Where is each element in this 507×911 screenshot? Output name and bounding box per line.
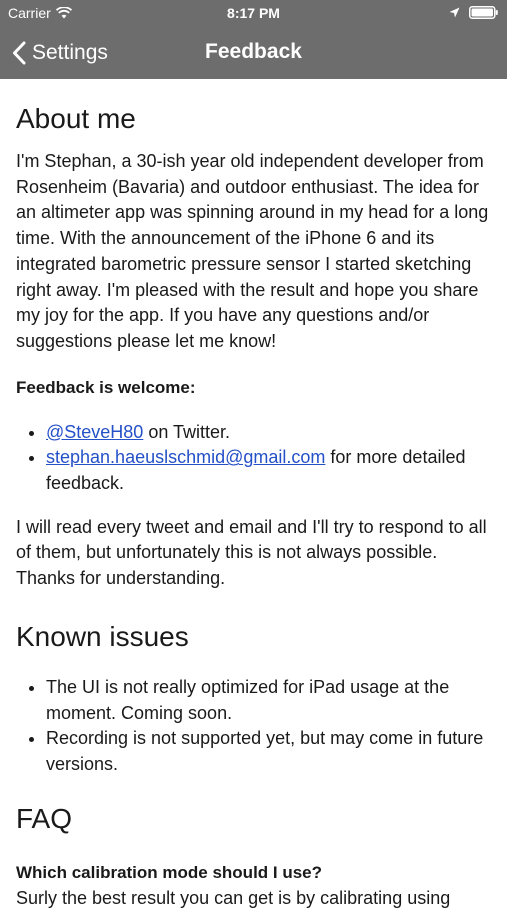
feedback-content	[16, 79, 492, 911]
faq-answer: Surly the best result you can get is by calibrating using	[16, 887, 451, 908]
faq-heading: FAQ	[16, 802, 73, 834]
twitter-link[interactable]: @SteveH80	[46, 421, 144, 442]
location-arrow-icon	[449, 7, 460, 18]
status-bar	[0, 0, 507, 28]
carrier-label: Carrier	[8, 5, 51, 21]
about-paragraph: I'm Stephan, a 30-ish year old independent developer from Rosenheim (Bavaria) and outdoor enthusiast. The idea for an altimeter app was spinning around in my head for a long time. With the announcement of the iPhone 6 and its integrated barometric pressure sensor I started sketching right away. I'm pleased with the result and hope you share my joy for the app. If you have any questions and/or suggestions please let me know!	[16, 151, 489, 351]
feedback-welcome-label: Feedback is welcome:	[16, 377, 196, 397]
known-issues-list	[16, 675, 492, 778]
about-heading: About me	[16, 103, 136, 134]
contact-item-twitter	[46, 420, 492, 446]
contact-list	[16, 420, 492, 497]
status-time: 8:17 PM	[227, 5, 280, 21]
closing-paragraph: I will read every tweet and email and I'll try to respond to all of them, but unfortunately this is not always possible. Thanks for understanding.	[16, 516, 487, 589]
contact-item-email	[46, 445, 492, 496]
issue-item: • Recording is not supported yet, but may come in future versions.	[46, 726, 492, 777]
known-issues-heading: Known issues	[16, 620, 189, 652]
battery-icon	[469, 6, 499, 19]
status-right-group	[449, 6, 499, 19]
email-suffix: for more detailed feedback.	[46, 447, 466, 494]
top-bar	[0, 0, 507, 79]
faq-question: Which calibration mode should I use?	[16, 862, 323, 882]
page-title: Feedback	[205, 40, 302, 63]
issue-item: • The UI is not really optimized for iPad usage at the moment. Coming soon.	[46, 675, 492, 726]
back-button-label: Settings	[32, 41, 108, 64]
navigation-bar	[0, 28, 507, 79]
email-link[interactable]: stephan.haeuslschmid@gmail.com	[46, 447, 326, 468]
twitter-suffix: on Twitter.	[143, 421, 231, 442]
